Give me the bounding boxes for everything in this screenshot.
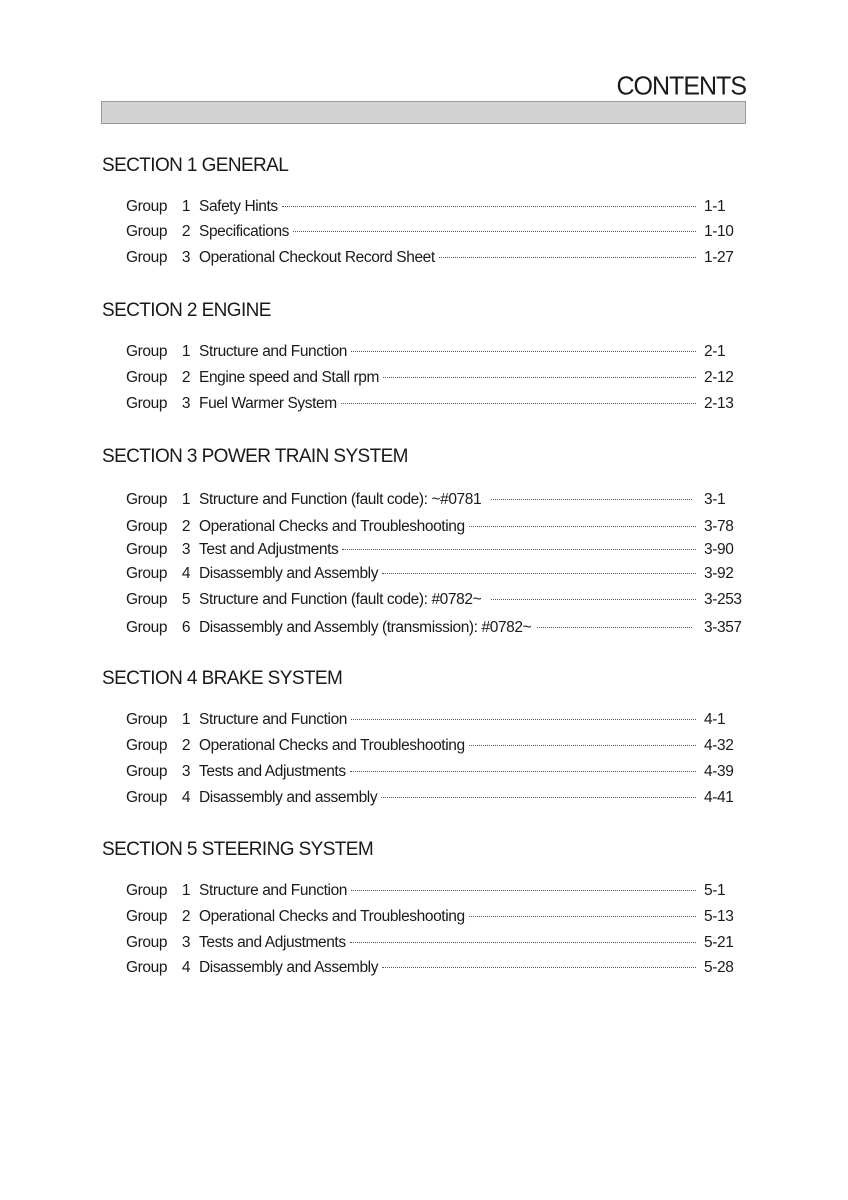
page-number: 2-13	[704, 395, 734, 412]
page-title: CONTENTS	[616, 71, 746, 101]
group-label: Group	[126, 711, 168, 728]
section-heading-1: SECTION 1 GENERAL	[102, 155, 289, 176]
group-label: Group	[126, 541, 168, 558]
group-label: Group	[126, 882, 168, 899]
group-title: Test and Adjustments	[199, 541, 339, 558]
dot-leader	[350, 941, 696, 943]
group-number: 1	[181, 491, 191, 508]
page-number: 5-21	[704, 934, 734, 951]
dot-leader	[469, 525, 696, 527]
toc-row[interactable]	[126, 541, 746, 561]
group-title: Operational Checks and Troubleshooting	[199, 737, 465, 754]
toc-row[interactable]	[126, 789, 746, 809]
group-label: Group	[126, 343, 168, 360]
page-number: 3-1	[704, 491, 726, 508]
group-number: 3	[181, 249, 191, 266]
group-label: Group	[126, 959, 168, 976]
group-title: Disassembly and assembly	[199, 789, 378, 806]
section-heading-2: SECTION 2 ENGINE	[102, 300, 271, 321]
group-title: Structure and Function (fault code): ~#0781	[199, 491, 482, 508]
dot-leader	[491, 498, 692, 500]
group-number: 3	[181, 395, 191, 412]
page-number: 2-1	[704, 343, 726, 360]
page-number: 1-1	[704, 198, 726, 215]
dot-leader	[282, 205, 696, 207]
dot-leader	[383, 376, 696, 378]
section-heading-4: SECTION 4 BRAKE SYSTEM	[102, 668, 343, 689]
dot-leader	[351, 718, 696, 720]
group-number: 4	[181, 959, 191, 976]
toc-row[interactable]	[126, 198, 746, 218]
group-title: Operational Checks and Troubleshooting	[199, 908, 465, 925]
group-title: Safety Hints	[199, 198, 278, 215]
title-divider-bar	[101, 101, 746, 124]
group-label: Group	[126, 395, 168, 412]
group-label: Group	[126, 518, 168, 535]
page-number: 5-28	[704, 959, 734, 976]
group-label: Group	[126, 789, 168, 806]
group-title: Disassembly and Assembly (transmission): #0782~	[199, 619, 532, 636]
page-number: 4-1	[704, 711, 726, 728]
page-number: 3-92	[704, 565, 734, 582]
group-number: 2	[181, 369, 191, 386]
group-number: 6	[181, 619, 191, 636]
group-number: 3	[181, 763, 191, 780]
section-heading-3: SECTION 3 POWER TRAIN SYSTEM	[102, 446, 408, 467]
group-number: 1	[181, 343, 191, 360]
group-number: 4	[181, 789, 191, 806]
dot-leader	[350, 770, 696, 772]
page-number: 2-12	[704, 369, 734, 386]
toc-row[interactable]	[126, 565, 746, 585]
group-label: Group	[126, 934, 168, 951]
group-label: Group	[126, 619, 168, 636]
toc-row[interactable]	[126, 619, 746, 639]
group-title: Tests and Adjustments	[199, 934, 346, 951]
toc-row[interactable]	[126, 249, 746, 269]
page-number: 4-41	[704, 789, 734, 806]
group-title: Structure and Function (fault code): #0782~	[199, 591, 482, 608]
toc-row[interactable]	[126, 737, 746, 757]
group-title: Structure and Function	[199, 711, 348, 728]
dot-leader	[537, 626, 692, 628]
toc-row[interactable]	[126, 959, 746, 979]
group-title: Engine speed and Stall rpm	[199, 369, 380, 386]
group-label: Group	[126, 908, 168, 925]
group-title: Fuel Warmer System	[199, 395, 337, 412]
group-number: 4	[181, 565, 191, 582]
dot-leader	[342, 548, 696, 550]
group-number: 1	[181, 198, 191, 215]
toc-row[interactable]	[126, 908, 746, 928]
group-number: 5	[181, 591, 191, 608]
group-title: Structure and Function	[199, 343, 348, 360]
group-title: Tests and Adjustments	[199, 763, 346, 780]
group-title: Disassembly and Assembly	[199, 565, 379, 582]
toc-row[interactable]	[126, 343, 746, 363]
group-label: Group	[126, 198, 168, 215]
group-label: Group	[126, 249, 168, 266]
toc-row[interactable]	[126, 395, 746, 415]
dot-leader	[382, 966, 696, 968]
page-number: 5-13	[704, 908, 734, 925]
group-number: 2	[181, 908, 191, 925]
group-label: Group	[126, 369, 168, 386]
group-number: 2	[181, 518, 191, 535]
group-label: Group	[126, 591, 168, 608]
group-label: Group	[126, 223, 168, 240]
group-title: Structure and Function	[199, 882, 348, 899]
dot-leader	[293, 230, 696, 232]
toc-row[interactable]	[126, 934, 746, 954]
page-number: 1-27	[704, 249, 734, 266]
section-heading-5: SECTION 5 STEERING SYSTEM	[102, 839, 374, 860]
toc-row[interactable]	[126, 711, 746, 731]
page-number: 3-78	[704, 518, 734, 535]
toc-row[interactable]	[126, 882, 746, 902]
toc-row[interactable]	[126, 763, 746, 783]
dot-leader	[491, 598, 696, 600]
group-title: Operational Checkout Record Sheet	[199, 249, 435, 266]
group-label: Group	[126, 565, 168, 582]
page-number: 1-10	[704, 223, 734, 240]
dot-leader	[439, 256, 696, 258]
toc-row[interactable]	[126, 491, 746, 511]
group-number: 1	[181, 882, 191, 899]
toc-row[interactable]	[126, 223, 746, 243]
group-number: 2	[181, 223, 191, 240]
group-label: Group	[126, 491, 168, 508]
dot-leader	[469, 744, 696, 746]
page-number: 3-90	[704, 541, 734, 558]
dot-leader	[381, 796, 696, 798]
group-number: 1	[181, 711, 191, 728]
dot-leader	[341, 402, 696, 404]
group-number: 2	[181, 737, 191, 754]
dot-leader	[469, 915, 696, 917]
toc-row[interactable]	[126, 591, 746, 611]
dot-leader	[382, 572, 696, 574]
group-title: Operational Checks and Troubleshooting	[199, 518, 465, 535]
toc-row[interactable]	[126, 518, 746, 538]
toc-row[interactable]	[126, 369, 746, 389]
group-number: 3	[181, 541, 191, 558]
group-label: Group	[126, 737, 168, 754]
page-number: 4-39	[704, 763, 734, 780]
page-number: 3-357	[704, 619, 742, 636]
dot-leader	[351, 350, 696, 352]
dot-leader	[351, 889, 696, 891]
page-number: 5-1	[704, 882, 726, 899]
group-label: Group	[126, 763, 168, 780]
group-number: 3	[181, 934, 191, 951]
page-number: 4-32	[704, 737, 734, 754]
group-title: Specifications	[199, 223, 290, 240]
group-title: Disassembly and Assembly	[199, 959, 379, 976]
page-number: 3-253	[704, 591, 742, 608]
